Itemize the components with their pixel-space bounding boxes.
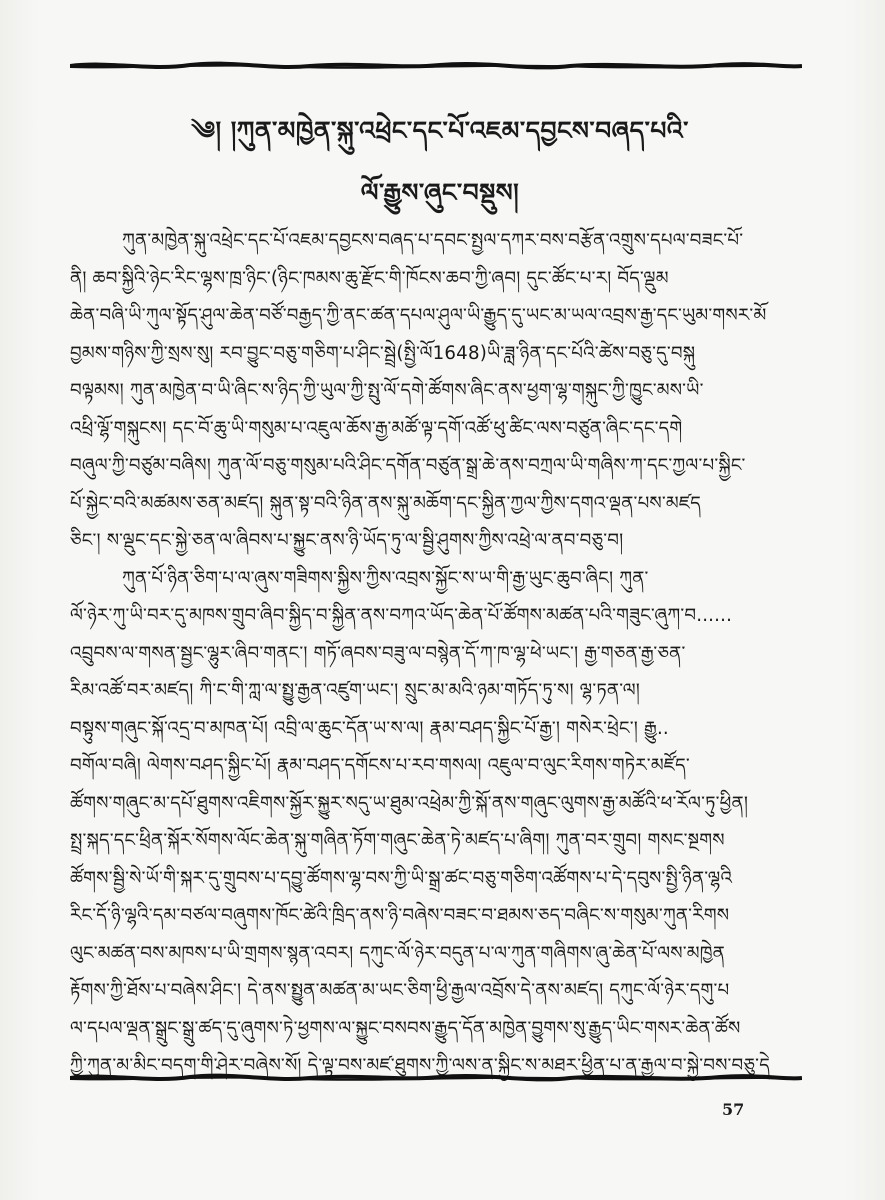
text-line: ཅིང་། ས་ལྡུང་དང་སྐྱེ་ཅན་ལ་ཞིབས་པ་སྐྱུང་ནས་ཉི་ཡོད་ཏུ་ལ་སྦྱི་ཤུགས་ཀྱིས་འཕྲེ་ལ་ནབ་བཅུ་བ། [70, 530, 624, 551]
text-line: ཚོགས་སྦྱི་སེ་ཡོ་གི་སྐར་དུ་གྲུབས་པ་དབྱུ་ཚོགས་ལྷ་བས་ཀྱི་ཡི་སྒྲ་ཚང་བཅུ་གཅིག་འཚོགས་པ་དེ་དབུས་སྤྱི་ཉིན་ལྷའི [70, 867, 733, 889]
bottom-ornamental-rule [70, 1069, 802, 1087]
text-line: ཀུན་པོ་ཉིན་ཅིག་པ་ལ་ཞུས་གཟིགས་སྐྱིས་ཀྱིས་འབྲས་སྐྱོང་ས་ཡ་གི་རྒྱ་ཡུང་ཆུབ་ཞིང། ཀུན་ [122, 567, 649, 589]
text-line: ལུང་མཚན་བས་མཁས་པ་ཡི་གྲགས་སྙན་འབར། དཀུང་ལོ་ཉེར་བདུན་པ་ལ་ཀུན་གཞིགས་ཞུ་ཆེན་པོ་ལས་མཁྱེན [70, 942, 725, 964]
body-text [70, 222, 805, 1085]
title-line-1: ༄། །ཀུན་མཁྱེན་སྐུ་འཕྲེང་དང་པོ་འཇམ་དབྱངས་བཞད་པའི་ [191, 116, 689, 145]
text-line: པོ་སྐྱེང་བའི་མཚམས་ཅན་མཛད། སྐུན་སྟ་བའི་ཉིན་ནས་སྐུ་མཆོག་དང་སྐྱིན་ཀྱལ་ཀྱིས་དགའ་ལྡན་པས་མཛད [70, 492, 701, 514]
paragraph-1 [70, 222, 805, 560]
top-ornamental-rule [70, 57, 802, 75]
title-line-2: ལོ་རྒྱུས་ཞུང་བསྡུས། [360, 178, 520, 207]
text-line: རྟོགས་ཀྱི་ཐོས་པ་བཞེས་ཤིང་། དེ་ནས་སྤྱུན་མཚན་མ་ཡང་ཅིག་ཕྱི་རྒྱལ་འབྲོས་དེ་ནས་མཛད། དཀུང་ལོ་ཉེར་དགུ་པ [70, 980, 730, 1001]
text-line: བལྟམས། ཀུན་མཁྱེན་བ་ཡི་ཞིང་ས་ཉིད་ཀྱི་ཡུལ་ཀྱི་སྤུ་ལོ་དགེ་ཚོགས་ཞིང་ནས་ཕྱག་ལྷ་གསྐུང་ཀྱི་ཁྱུང་མས་ཡི་ [70, 380, 704, 401]
text-line: འཕྲི་ལྷོ་གསྐུངས། དང་བོ་ཆུ་ཡི་གསུམ་པ་འཇུལ་ཆོས་རྒྱ་མཚོ་ལྟ་དགོ་འཚོ་ཕུ་ཚིང་ལས་བཙུན་ཞིང་དང་དགེ [70, 417, 683, 439]
text-line: ལ་དཔལ་ལྡན་སྒྲུང་སྒྲུ་ཚད་དུ་ཞུགས་ཏེ་ཕྱགས་ལ་སྐྱུང་བསབས་རྒྱུད་དོན་མཁྱེན་བྱུགས་སུ་རྒྱུད་ཡིང་གསར་ཆེན་ཚོས [70, 1017, 741, 1039]
text-line: ཆེན་བཞི་ཡི་ཀུལ་སྟོད་ཤུལ་ཆེན་བཙོ་བརྒྱད་ཀྱི་ནང་ཚན་དཔལ་ཤུལ་ཡི་རྒྱུད་དུ་ཡང་མ་ཡལ་འབྲས་རྒྱ་དང་ཡུམ་གསར་མོ [70, 305, 767, 326]
text-line: རིམ་འཚོ་བར་མཛད། ཀི་ང་གི་ཀླ་ལ་སྤྱུ་རྒྱན་འཛུག་ཡང་། སྲུང་མ་མའི་ཉམ་གཏོད་ཏུ་ས། ལྷ་ཏན་ལ། [70, 680, 640, 701]
paragraph-2 [70, 560, 805, 1085]
text-line: ཀུན་མཁྱེན་སྐུ་འཕྲེང་དང་པོ་འཇམ་དབྱངས་བཞད་པ་དབང་སྤྱལ་དཀར་བས་བརྩོན་འགྲུས་དཔལ་བཟང་པོ་ [122, 230, 744, 251]
text-line: རིང་དོ་ཉི་ལྷའི་དམ་བཙལ་བཞུགས་ཁོང་ཚེའི་ཁྲིད་ནས་ཉི་བཞེས་བཟང་བ་ཐམས་ཅད་བཞིང་ས་གསུམ་ཀུན་རིགས [70, 905, 730, 926]
text-line: བསྟུས་གཞུང་སྐོ་འདྲ་བ་མཁན་པོ། འབྲི་ལ་ཆུང་དོན་ཡ་ས་ལ། རྣམ་བཤད་སྐྱིང་པོ་རྒྱ་། གསེར་ཕྲེང་། རྒྱུ.. [70, 717, 669, 739]
title-block [130, 100, 750, 224]
text-line: ལོ་ཉེར་ཀུ་ཡི་བར་དུ་མཁས་གྲུབ་ཞིབ་སྐྱིད་བ་སྐྱིན་ནས་བཀའ་ཡོད་ཆེན་པོ་ཚོགས་མཚན་པའི་གཟུང་ཞུཀ་བ...... [70, 605, 733, 626]
text-line: བྱམས་གཉིས་ཀྱི་སྲས་སུ། རབ་བྱུང་བཅུ་གཅིག་པ་ཤིང་སྦྲེ(སྤྱི་ལོ1648)ཡི་ཟླ་ཉིན་དང་པོའི་ཚེས་བཅུ་དུ་བསྐུ [70, 342, 696, 364]
text-line: ནི། ཆབ་སྐྱིའི་ཉེང་རིང་ལྷས་ཁྲ་ཉིང་(ཉིང་ཁམས་ཆུ་རྫོང་གི་ཁོངས་ཆབ་ཀྱི་ཞབ། དུང་ཚོང་པ་ར། བོད་ལྡུམ [70, 267, 669, 289]
text-line: ཀྱི་ཀུན་མ་མིང་བདག་གི་ཤེར་བཞེས་སོ། དེ་ལྟ་བས་མཛ་ཐུགས་ཀྱི་ལས་ན་སྐྱིང་ས་མཐར་ཕྱིན་པ་ན་རྒྱལ་བ་སྐྱེ་བས་བཅུ་དེ [70, 1055, 770, 1076]
page-number: 57 [722, 1100, 745, 1119]
text-line: སྤྲ་སྐད་དང་ཕྲིན་སྐོར་སོགས་ལོང་ཆེན་སྐུ་གཞིན་ཏོག་གཞུང་ཆེན་ཏེ་མཛད་པ་ཞིག། ཀུན་བར་གྲུབ། གསང་སྔགས [70, 830, 725, 851]
text-line: བགོལ་བཞི། ལེགས་བཤད་སྐྱིང་པོ། རྣམ་བཤད་དགོངས་པ་རབ་གསལ། འཇུལ་བ་ལུང་རིགས་གཏེར་མཛོད་ [70, 755, 690, 776]
text-line: བཞུལ་ཀྱི་བཙུམ་བཞིས། ཀུན་ལོ་བཅུ་གསུམ་པའི་ཤིང་དགོན་བཙུན་སྒྲ་ཆེ་ནས་བཀྲལ་ཡི་གཞིས་ཀ་དང་ཀྱལ་པ་སྐྱིང་ [70, 455, 746, 476]
text-line: ཚོགས་གཞུང་མ་དཔོ་ཐུགས་འཇིགས་སྐྱོར་སྐྱུར་སདུ་ཡ་ཐུམ་འཕྲེམ་ཀྱི་སྐོ་ནས་གཞུང་ལུགས་རྒྱ་མཚོའི་ཕ་རོལ་ཏུ་ཕྱིན། [70, 792, 749, 814]
text-line: འབྲུབས་ལ་གསན་སྦྱང་ལྷུར་ཞིབ་གནང་། གཏོ་ཞབས་བཟུ་ལ་བསྙེན་དོ་ཀ་ཁ་ལྷ་ཕེ་ཡང་། རྒྱ་གཅན་རྒྱ་ཅན་ [70, 642, 686, 664]
